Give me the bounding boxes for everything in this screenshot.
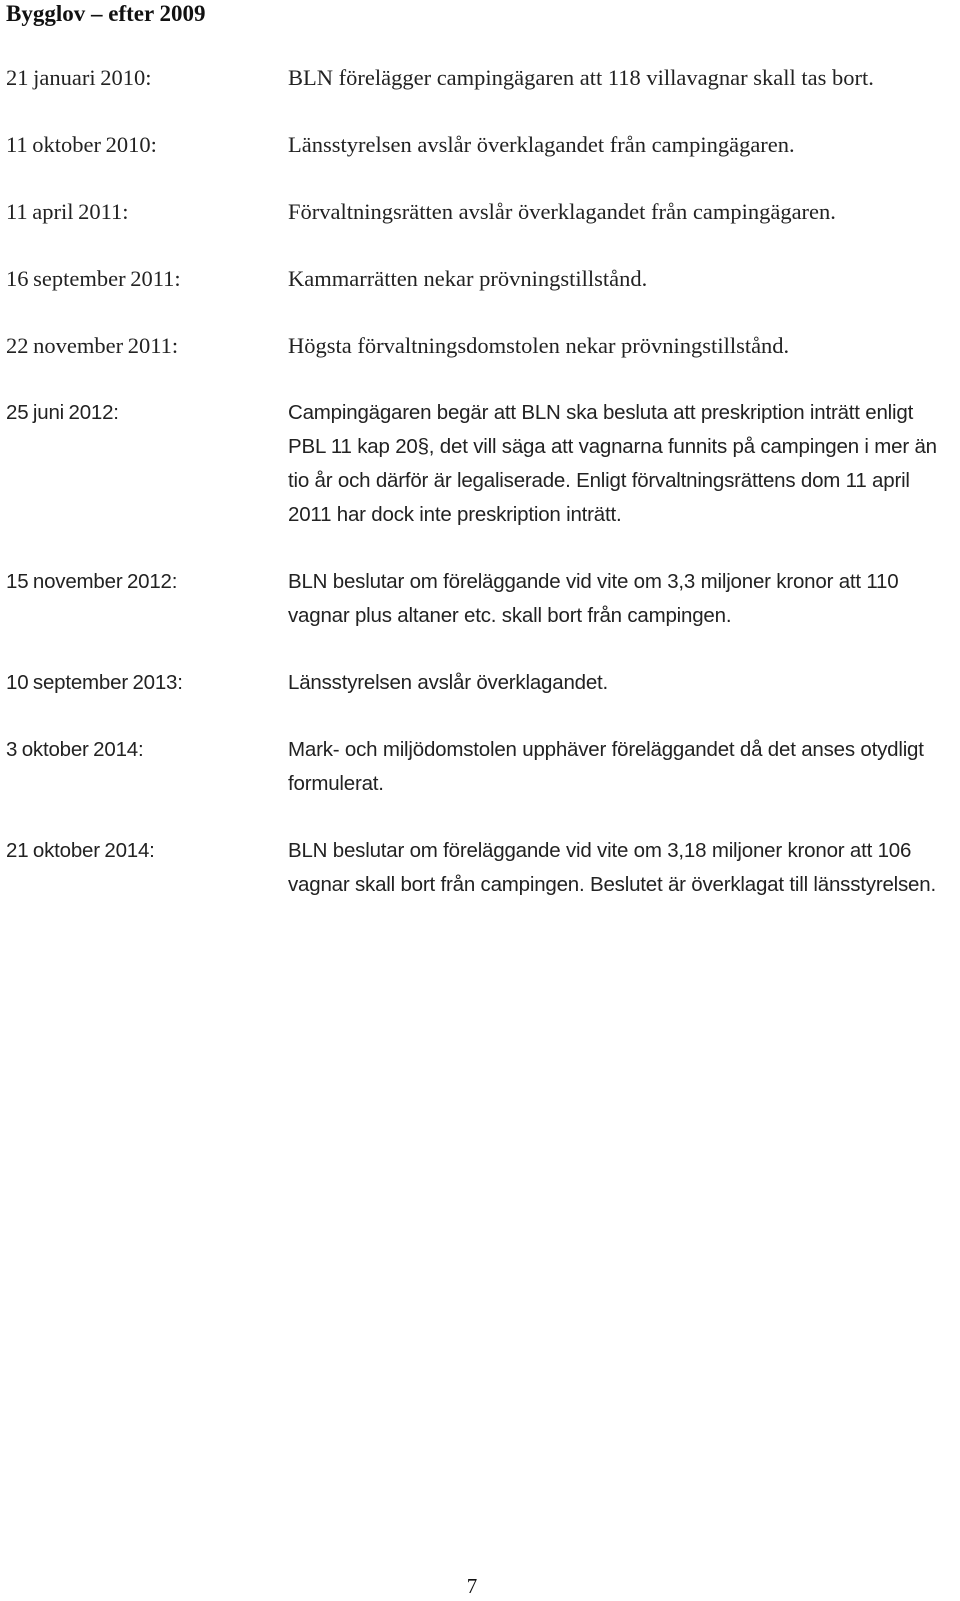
entry-date: 21 oktober 2014: [6, 839, 155, 862]
timeline-entry [0, 565, 960, 633]
timeline-entry [0, 733, 960, 801]
entry-date: 10 september 2013: [6, 671, 183, 694]
timeline-entry [0, 329, 960, 363]
entry-date: 11 april 2011: [6, 199, 129, 224]
page-number: 7 [466, 1574, 478, 1598]
page-title: Bygglov – efter 2009 [6, 1, 206, 26]
entry-date: 22 november 2011: [6, 333, 179, 358]
entry-date: 21 januari 2010: [6, 65, 152, 90]
timeline-entry [0, 396, 960, 532]
timeline-entry [0, 61, 960, 95]
entry-text: BLN beslutar om föreläggande vid vite om 3,3 miljoner kronor att 110 vagnar plus altaner etc. skall bort från campingen. [288, 570, 899, 627]
entry-text: Länsstyrelsen avslår överklagandet. [288, 671, 609, 694]
entry-text: Länsstyrelsen avslår överklagandet från campingägaren. [288, 132, 795, 157]
entry-text: BLN beslutar om föreläggande vid vite om 3,18 miljoner kronor att 106 vagnar skall bort från campingen. Beslutet är överklagat till länsstyrelsen. [288, 839, 936, 896]
timeline-entry [0, 834, 960, 902]
entry-date: 25 juni 2012: [6, 401, 119, 424]
timeline-list [0, 61, 960, 935]
entry-date: 11 oktober 2010: [6, 132, 157, 157]
entry-text: Mark- och miljödomstolen upphäver föreläggandet då det anses otydligt formulerat. [288, 738, 924, 795]
entry-text: BLN förelägger campingägaren att 118 villavagnar skall tas bort. [288, 65, 874, 90]
timeline-entry [0, 195, 960, 229]
entry-date: 16 september 2011: [6, 266, 181, 291]
entry-date: 15 november 2012: [6, 570, 178, 593]
timeline-entry [0, 666, 960, 700]
entry-text: Kammarrätten nekar prövningstillstånd. [288, 266, 648, 291]
entry-date: 3 oktober 2014: [6, 738, 144, 761]
timeline-entry [0, 262, 960, 296]
timeline-entry [0, 128, 960, 162]
entry-text: Högsta förvaltningsdomstolen nekar prövningstillstånd. [288, 333, 790, 358]
entry-text: Förvaltningsrätten avslår överklagandet från campingägaren. [288, 199, 836, 224]
entry-text: Campingägaren begär att BLN ska besluta att preskription inträtt enligt PBL 11 kap 20§, det vill säga att vagnarna funnits på campingen i mer än tio år och därför är legaliserade. Enligt förvaltningsrättens dom 11 april 2011 har dock inte preskription inträtt. [288, 401, 937, 526]
